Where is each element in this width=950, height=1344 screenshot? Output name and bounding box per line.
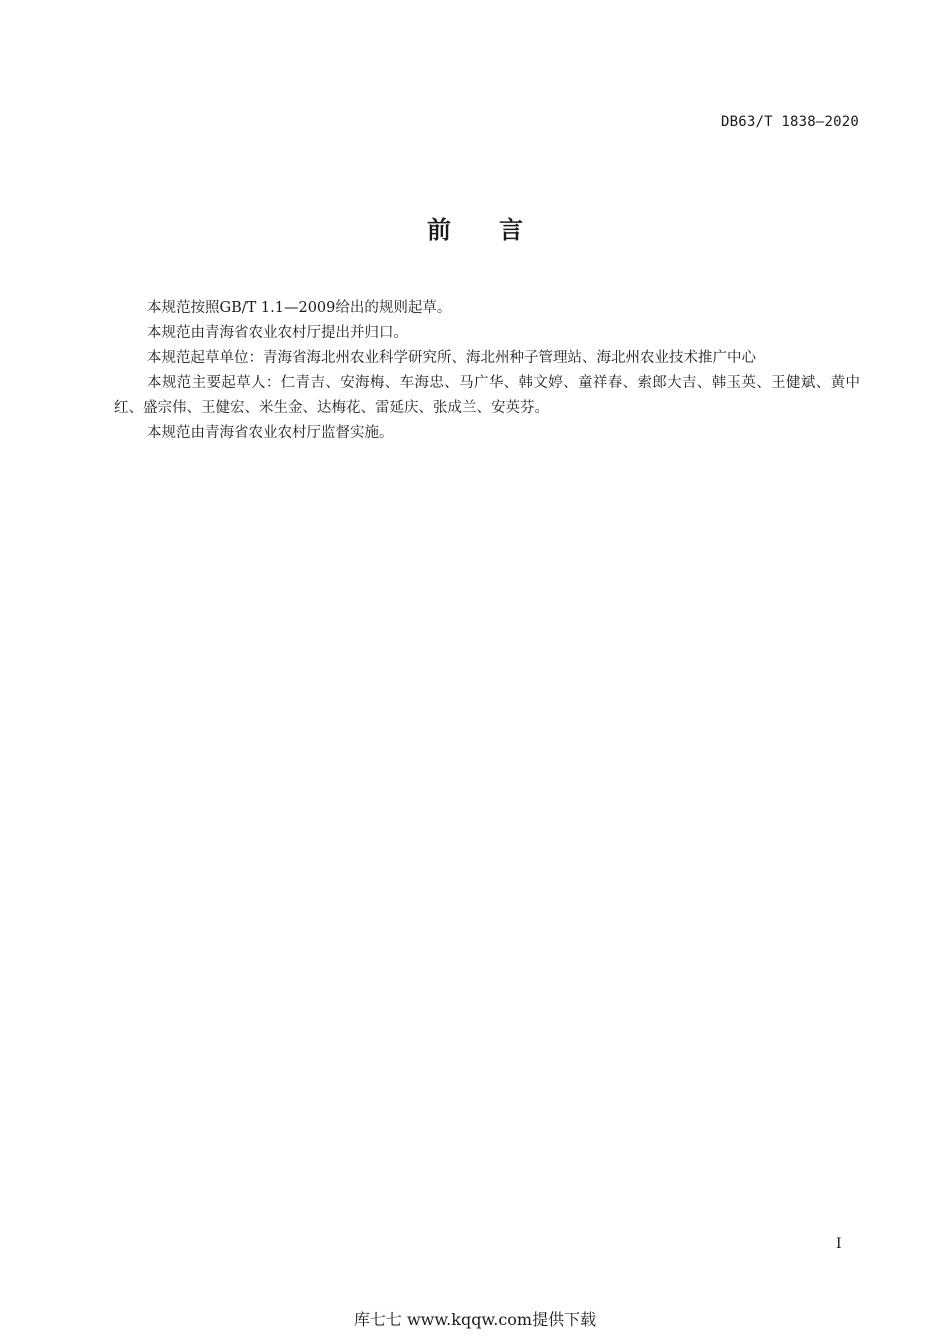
paragraph-proposer: 本规范由青海省农业农村厅提出并归口。: [147, 325, 408, 341]
standard-code: DB63/T 1838—2020: [720, 114, 859, 130]
paragraph-drafting-units: 本规范起草单位：青海省海北州农业科学研究所、海北州种子管理站、海北州农业技术推广中心: [147, 350, 756, 366]
paragraph-drafters: 本规范主要起草人：仁青吉、安海梅、车海忠、马广华、韩文婷、童祥春、索郎大吉、韩玉英、王健斌、黄中红、盛宗伟、王健宏、米生金、达梅花、雷延庆、张成兰、安英芬。: [114, 375, 860, 416]
foreword-body: [114, 296, 860, 446]
paragraph-drafting-rules: 本规范按照GB/T 1.1—2009给出的规则起草。: [147, 300, 452, 316]
footer-watermark: 库七七 www.kqqw.com提供下载: [353, 1310, 597, 1329]
paragraph-supervisor: 本规范由青海省农业农村厅监督实施。: [147, 425, 394, 441]
title-char-2: 言: [499, 216, 523, 244]
page-number: I: [836, 1236, 842, 1252]
title-char-1: 前: [427, 216, 451, 244]
page-title: [0, 210, 950, 245]
